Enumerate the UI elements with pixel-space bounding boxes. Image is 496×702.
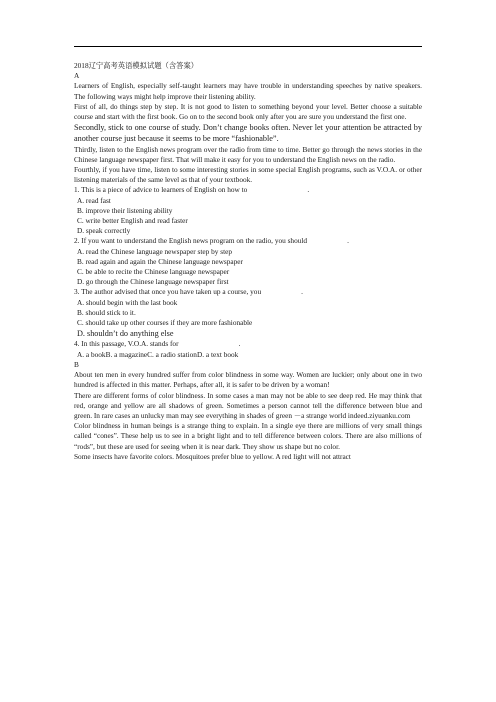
passage-a-paragraph: Fourthly, if you have time, listen to some interesting stories in some special English programs, such as V.O.A. or other listening materials of the same level as that of your textbook. [74,165,422,185]
passage-b-paragraph: There are different forms of color blindness. In some cases a man may not be able to see deep red. He may think that red, orange and yellow are all shadows of green. Sometimes a person cannot tell the difference between blue and green. In rare cases an unlucky man may see everything in shades of green －a strange world indeed.ziyuanku.com [74,390,422,420]
passage-a-paragraph: Thirdly, listen to the English news program over the radio from time to time. Better go through the news stories in the Chinese language newspaper first. That will make it easy for you to understand the English news on the radio. [74,144,422,164]
answer-option: B. should stick to it. [77,307,136,317]
question-stem: 4. In this passage, V.O.A. stands for . [74,339,241,349]
section-b-label: B [74,359,79,369]
passage-b-paragraph: About ten men in every hundred suffer from color blindness in some way. Women are luckier; only about one in two hundred is affected in this matter. Perhaps, after all, it is safer to be driven by a woman! [74,370,422,390]
answer-option: D. speak correctly [77,226,131,236]
passage-a-paragraph: Secondly, stick to one course of study. Don’t change books often. Never let your attention be attracted by another course just because it seems to be more “fashionable”. [74,123,422,144]
answer-option: B. read again and again the Chinese language newspaper [77,256,243,266]
answer-option: D. go through the Chinese language newspaper first [77,277,229,287]
passage-b-paragraph: Some insects have favorite colors. Mosquitoes prefer blue to yellow. A red light will not attract [74,451,351,461]
answer-option: C. be able to recite the Chinese language newspaper [77,267,230,277]
passage-a-paragraph: First of all, do things step by step. It is not good to listen to something beyond your level. Better choose a suitable course and start with the first book. Go on to the second book only after you are sure you understand the first one. [74,101,422,122]
document-body [74,61,422,462]
answer-option: D. shouldn’t do anything else [77,329,174,339]
document-title: 2018辽宁高考英语模拟试题（含答案） [74,61,199,70]
passage-a-paragraph: Learners of English, especially self-taught learners may have trouble in understanding speeches by native speakers. The following ways might help improve their listening ability. [74,81,422,101]
question-stem: 3. The author advised that once you have taken up a course, you . [74,287,303,297]
answer-options-line: A. a bookB. a magazineC. a radio stationD. a text book [77,349,239,359]
header-rule [74,46,422,47]
answer-option: A. read fast [77,195,111,205]
answer-option: B. improve their listening ability [77,205,173,215]
question-stem: 1. This is a piece of advice to learners of English on how to . [74,185,310,195]
question-stem: 2. If you want to understand the English news program on the radio, you should . [74,236,349,246]
section-a-label: A [74,71,80,81]
answer-option: C. should take up other courses if they are more fashionable [77,318,253,328]
answer-option: A. should begin with the last book [77,297,178,307]
answer-option: A. read the Chinese language newspaper step by step [77,246,233,256]
answer-option: C. write better English and read faster [77,216,188,226]
passage-b-paragraph: Color blindness in human beings is a strange thing to explain. In a single eye there are millions of very small things called “cones”. These help us to see in a bright light and to tell difference between colors. There are also millions of “rods”, but these are used for seeing when it is near dark. They show us shape but no color. [74,421,422,451]
